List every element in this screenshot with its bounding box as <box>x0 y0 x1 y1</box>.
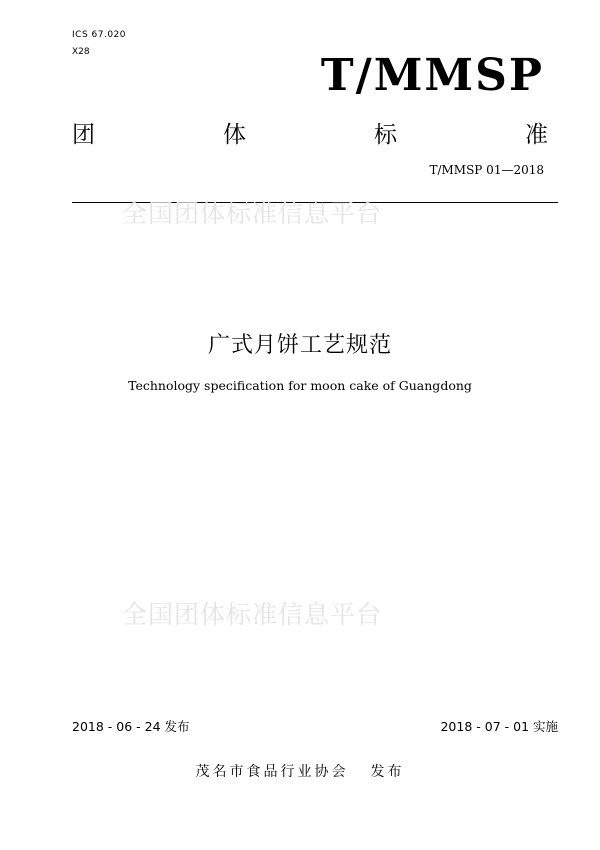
standard-type-char: 标 <box>374 122 397 148</box>
issuer-name: 茂名市食品行业协会 <box>195 764 349 780</box>
watermark: 全国团体标准信息平台 <box>122 600 383 629</box>
ics-code: ICS 67.020 <box>72 30 127 40</box>
classification-code: X28 <box>72 47 90 57</box>
implement-date: 2018 - 07 - 01 实施 <box>440 719 558 734</box>
issuer-line <box>0 761 600 781</box>
publish-date: 2018 - 06 - 24 发布 <box>72 719 190 734</box>
issuer-action: 发布 <box>370 764 405 780</box>
standard-type-heading <box>72 116 548 149</box>
standard-type-char: 准 <box>525 122 548 148</box>
standard-type-char: 团 <box>72 122 95 148</box>
standard-number: T/MMSP 01—2018 <box>429 163 544 177</box>
watermark: 全国团体标准信息平台 <box>122 199 383 228</box>
standard-type-char: 体 <box>223 122 246 148</box>
document-title-en: Technology specification for moon cake of Guangdong <box>128 378 472 393</box>
document-title-cn: 广式月饼工艺规范 <box>207 333 392 358</box>
standard-logo: T/MMSP <box>320 50 544 101</box>
